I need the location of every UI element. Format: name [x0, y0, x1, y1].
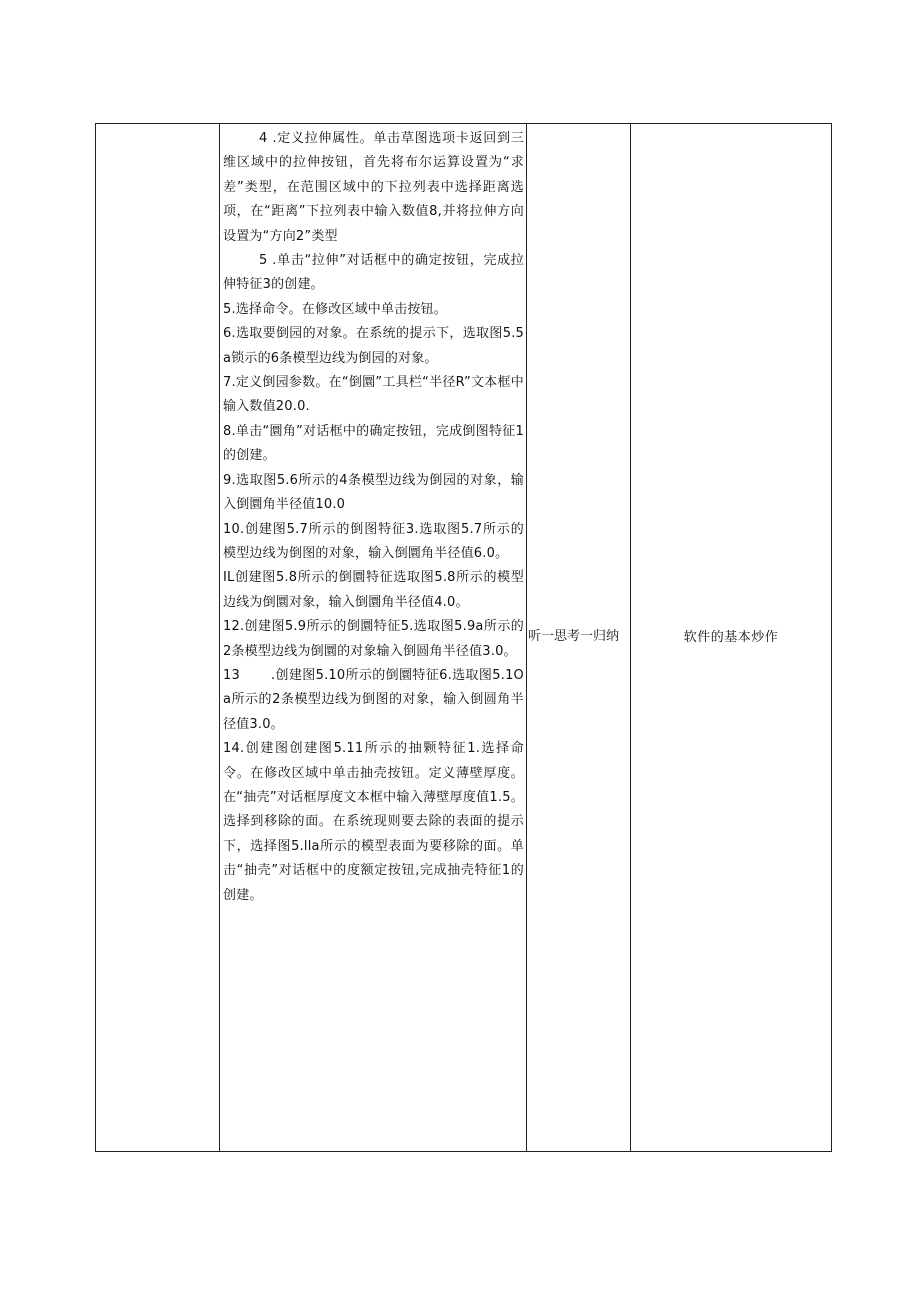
step-4: 4 .定义拉伸属性。单击草图选项卡返回到三维区域中的拉伸按钮，首先将布尔运算设置为“求差”类型，在范围区域中的下拉列表中选择距离选项，在“距离”下拉列表中输入数值8,并将拉伸方向设置为“方向2”类型	[223, 131, 524, 244]
step-10: 10.创建图5.7所示的倒图特征3.选取图5.7所示的模型边线为倒图的对象，输入倒圜角半径值6.0。	[223, 521, 524, 561]
step-12: 12.创建图5.9所示的倒圜特征5.选取图5.9a所示的2条模型边线为倒圜的对象输入倒圆角半径值3.0。	[223, 619, 524, 659]
teaching-method: 听一思考一归纳	[528, 629, 620, 645]
step-7: 7.定义倒园参数。在“倒圜”工具栏“半径R”文本框中输入数值20.0.	[223, 375, 524, 415]
content-cell	[220, 124, 527, 1152]
lesson-plan-table	[95, 123, 832, 1152]
teaching-goal: 软件的基本炒作	[683, 629, 779, 645]
step-5-confirm: 5 .单击“拉伸”对话框中的确定按钮，完成拉伸特征3的创建。	[223, 253, 524, 293]
blank-cell	[96, 124, 220, 1152]
goal-cell	[631, 124, 832, 1152]
step-13	[223, 664, 524, 737]
step-8: 8.单击“圜角”对话框中的确定按钮，完成倒图特征1的创建。	[223, 423, 524, 464]
method-cell	[527, 124, 631, 1152]
step-13-text: .创建图5.10所示的倒圜特征6.选取图5.1Oa所示的2条模型边线为倒图的对象，输入倒圆角半径值3.0。	[223, 667, 524, 732]
step-14: 14.创建图创建图5.11所示的抽颗特征1.选择命令。在修改区域中单击抽壳按钮。定义薄壁厚度。在“抽壳”对话框厚度文本框中输入薄壁厚度值1.5。选择到移除的面。在系统现则要去除的表面的提示下，选择图5.lla所示的模型表面为要移除的面。单击“抽壳”对话框中的度额定按钮,完成抽壳特征1的创建。	[223, 741, 524, 903]
step-11: IL创建图5.8所示的倒圜特征选取图5.8所示的模型边线为倒圜对象，输入倒圜角半径值4.0。	[223, 570, 524, 610]
step-13-number: 13	[223, 667, 240, 683]
step-9: 9.选取图5.6所示的4条模型边线为倒园的对象，输入倒圜角半径值10.0	[223, 472, 524, 513]
step-6: 6.选取要倒园的对象。在系统的提示下，选取图5.5a锁示的6条模型边线为倒园的对象。	[223, 326, 524, 366]
step-5-select: 5.选择命令。在修改区域中单击按钮。	[223, 301, 448, 317]
table-row	[96, 124, 832, 1152]
